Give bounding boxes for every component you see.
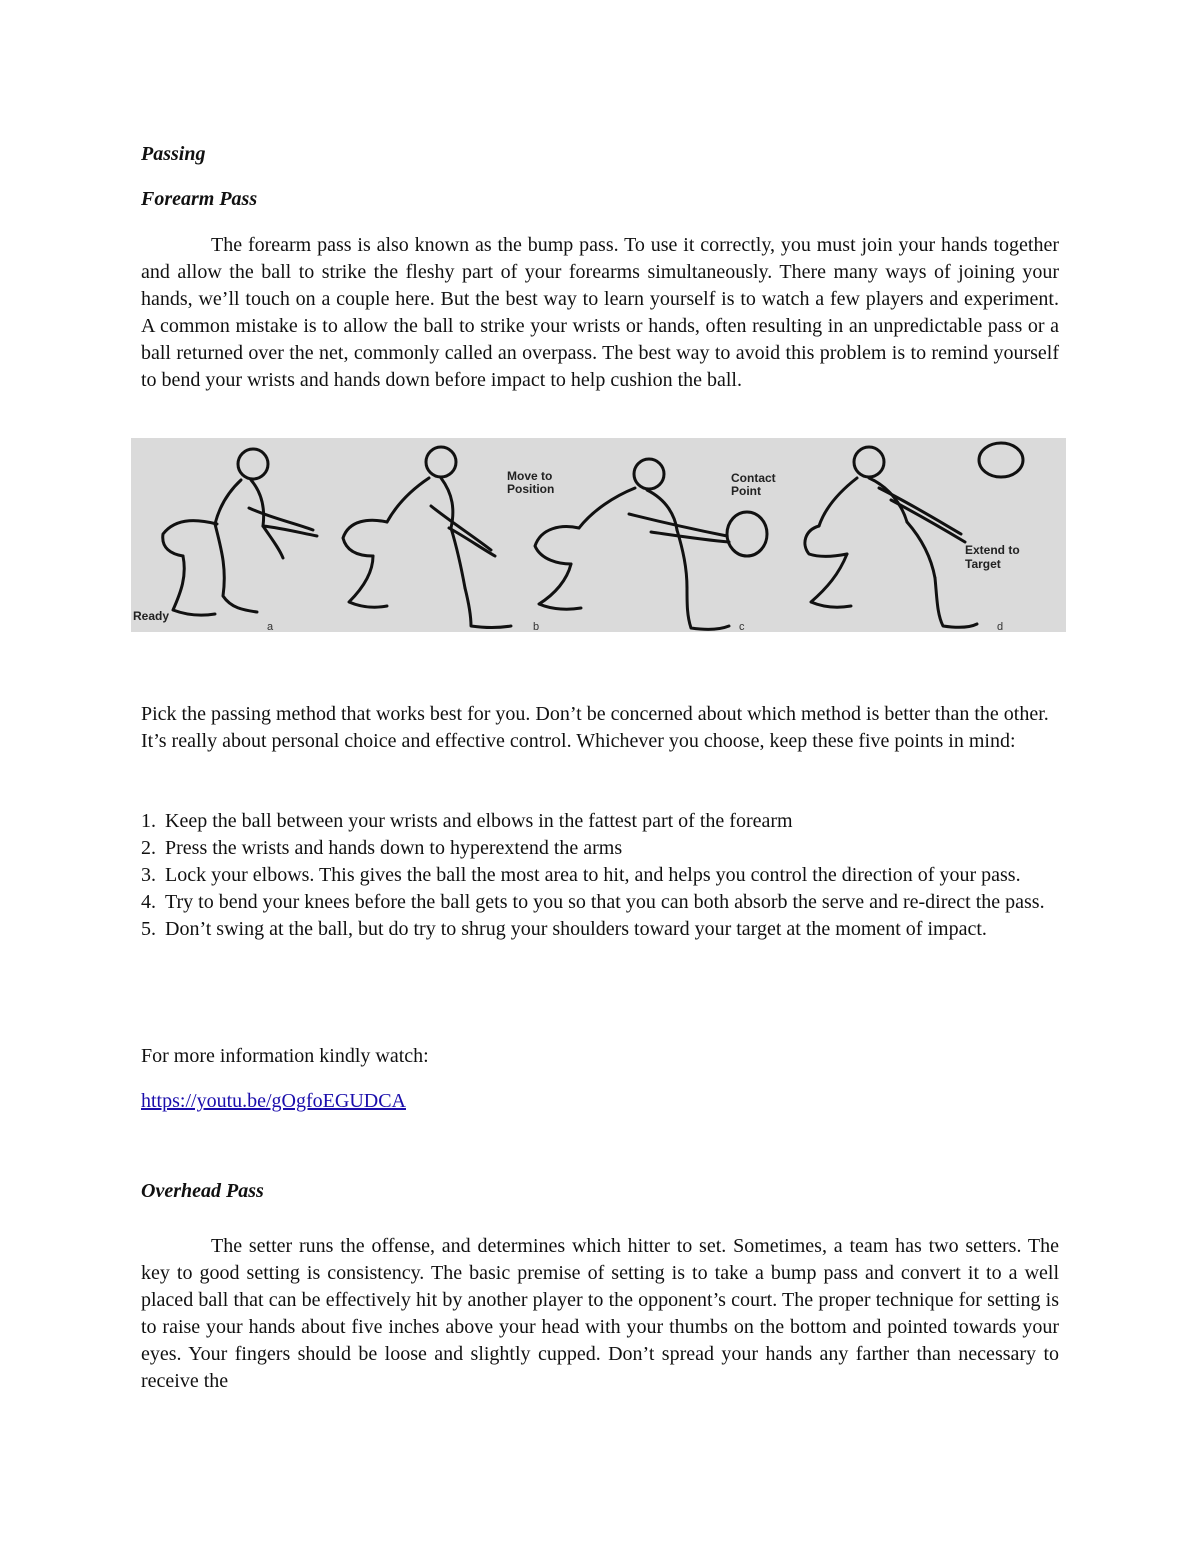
- figure-label-contact-1: Contact: [731, 471, 776, 485]
- figure-letter-a: a: [267, 621, 274, 632]
- more-info-text: For more information kindly watch:: [141, 1045, 429, 1067]
- figure-label-contact-2: Point: [731, 484, 761, 498]
- figure-label-extend-1: Extend to: [965, 543, 1020, 557]
- forearm-pass-illustration: [131, 438, 1066, 632]
- list-item: 2. Press the wrists and hands down to hyperextend the arms: [141, 837, 623, 859]
- figure-label-move-1: Move to: [507, 469, 553, 483]
- overhead-pass-paragraph: The setter runs the offense, and determines which hitter to set. Sometimes, a team has two setters. The key to good setting is consistency. The basic premise of setting is to take a bump pass and convert it to a well placed ball that can be effectively hit by another player to the opponent’s court. The proper technique for setting is to raise your hands about five inches above your head with your thumbs on the bottom and pointed towards your eyes. Your fingers should be loose and slightly cupped. Don’t spread your hands any farther than necessary to receive the: [141, 1235, 1059, 1392]
- figure-letter-d: d: [997, 621, 1004, 632]
- figure-extend-pose: [805, 443, 1023, 627]
- figure-move-pose: [343, 447, 511, 628]
- list-item: 5. Don’t swing at the ball, but do try to shrug your shoulders toward your target at the moment of impact.: [141, 918, 987, 940]
- five-points-list: [141, 808, 1061, 943]
- volleyball-extend-icon: [979, 443, 1023, 477]
- figure-label-ready: Ready: [133, 609, 170, 623]
- list-item: 4. Try to bend your knees before the ball gets to you so that you can both absorb the serve and re-direct the pass.: [141, 891, 1045, 913]
- list-item: 3. Lock your elbows. This gives the ball the most area to hit, and helps you control the direction of your pass.: [141, 864, 1021, 886]
- figure-ready-pose: [163, 449, 317, 615]
- forearm-pass-figure-svg: [131, 438, 1066, 632]
- figure-letter-b: b: [533, 621, 540, 632]
- section-title-overhead-pass: Overhead Pass: [141, 1180, 264, 1202]
- list-item: 1. Keep the ball between your wrists and elbows in the fattest part of the forearm: [141, 810, 793, 832]
- figure-label-move-2: Position: [507, 482, 555, 496]
- forearm-pass-paragraph: The forearm pass is also known as the bump pass. To use it correctly, you must join your hands together and allow the ball to strike the fleshy part of your forearms simultaneously. There many ways of joining your hands, we’ll touch on a couple here. But the best way to learn yourself is to watch a few players and experiment. A common mistake is to allow the ball to strike your wrists or hands, often resulting in an unpredictable pass or a ball returned over the net, commonly called an overpass. The best way to avoid this problem is to remind yourself to bend your wrists and hands down before impact to help cushion the ball.: [141, 234, 1059, 391]
- volleyball-contact-icon: [727, 512, 767, 556]
- section-title-passing: Passing: [141, 143, 206, 165]
- figure-label-extend-2: Target: [965, 557, 1001, 571]
- section-title-forearm-pass: Forearm Pass: [141, 188, 258, 210]
- pick-method-paragraph: Pick the passing method that works best for you. Don’t be concerned about which method is better than the other. It’s really about personal choice and effective control. Whichever you choose, keep these five points in mind:: [141, 703, 1049, 752]
- video-link[interactable]: https://youtu.be/gOgfoEGUDCA: [141, 1090, 406, 1112]
- figure-letter-c: c: [739, 621, 745, 632]
